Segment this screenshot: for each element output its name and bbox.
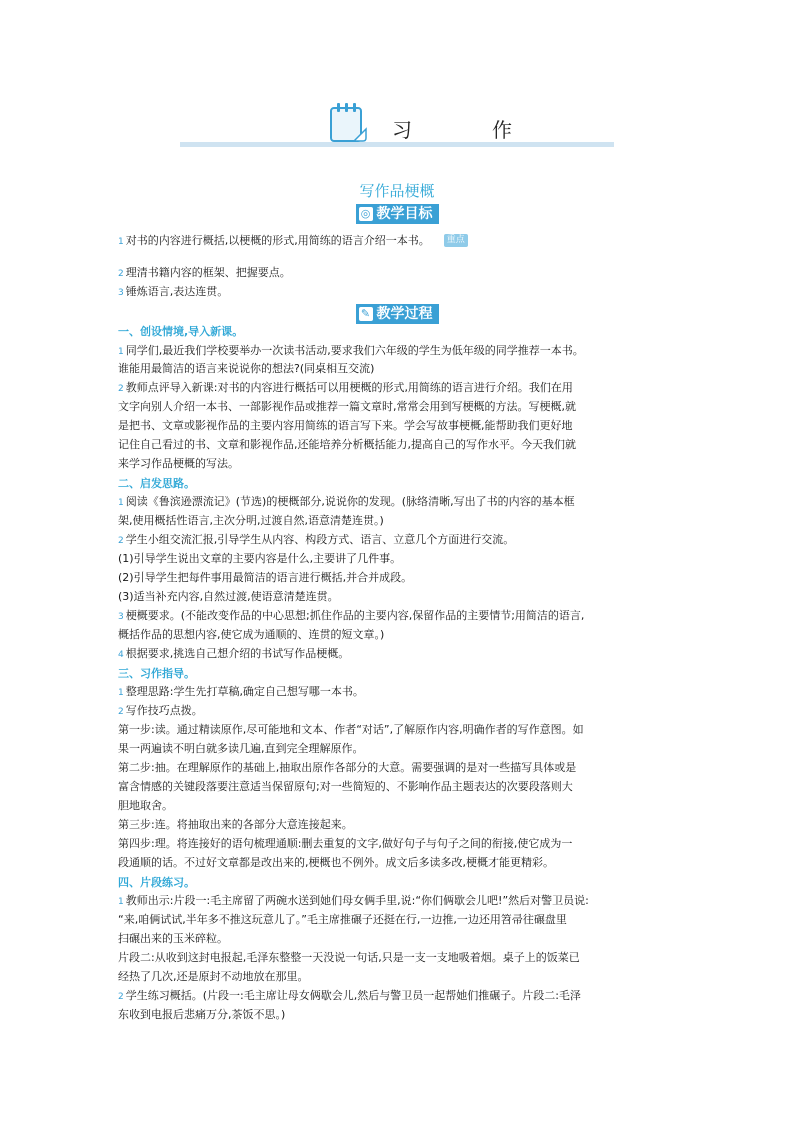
- paragraph-line: 2 写作技巧点拨。: [118, 704, 203, 717]
- paragraph-line: 第四步:理。将连接好的语句梳理通顺:删去重复的文字,做好句子与句子之间的衔接,使它成为一: [118, 837, 573, 850]
- paragraph-line: 来学习作品梗概的写法。: [118, 457, 239, 470]
- paragraph-line: 2 学生小组交流汇报,引导学生从内容、构段方式、语言、立意几个方面进行交流。: [118, 533, 515, 546]
- paragraph-line: 1 阅读《鲁滨逊漂流记》(节选)的梗概部分,说说你的发现。(脉络清晰,写出了书的内容的基本框: [118, 495, 575, 508]
- goal-item: 1 对书的内容进行概括,以梗概的形式,用简练的语言介绍一本书。 重点: [118, 232, 688, 251]
- goal-item: 3 锤炼语言,表达连贯。: [118, 285, 229, 298]
- paragraph-line: 第三步:连。将抽取出来的各部分大意连接起来。: [118, 818, 353, 831]
- section-heading: 二、启发思路。: [118, 477, 195, 490]
- paragraph-line: 3 梗概要求。(不能改变作品的中心思想;抓住作品的主要内容,保留作品的主要情节;用简洁的语言,: [118, 609, 585, 622]
- paragraph-line: 第一步:读。通过精读原作,尽可能地和文本、作者“对话”,了解原作内容,明确作者的写作意图。如: [118, 723, 584, 736]
- paragraph-line: 2 学生练习概括。(片段一:毛主席让母女俩歇会儿,然后与警卫员一起帮她们推碾子。片段二:毛泽: [118, 989, 581, 1002]
- paragraph-line: 是把书、文章或影视作品的主要内容用简练的语言写下来。学会写故事梗概,能帮助我们更好地: [118, 419, 573, 432]
- paragraph-line: 谁能用最简洁的语言来说说你的想法?(同桌相互交流): [118, 362, 375, 375]
- paragraph-line: 经热了几次,还是原封不动地放在那里。: [118, 970, 309, 983]
- lesson-title: 写作品梗概: [359, 182, 435, 200]
- goal-item: 2 理清书籍内容的框架、把握要点。: [118, 266, 291, 279]
- paragraph-line: 1 同学们,最近我们学校要举办一次读书活动,要求我们六年级的学生为低年级的同学推荐一本书。: [118, 344, 584, 357]
- pencil-icon: ✎: [359, 307, 373, 321]
- paragraph-line: 架,使用概括性语言,主次分明,过渡自然,语意清楚连贯。): [118, 514, 384, 527]
- paragraph-line: (3)适当补充内容,自然过渡,使语意清楚连贯。: [118, 590, 339, 603]
- paragraph-line: “来,咱俩试试,半年多不推这玩意儿了。”毛主席推碾子还挺在行,一边推,一边还用笤帚往碾盘里: [118, 913, 567, 926]
- paragraph-line: 4 根据要求,挑选自己想介绍的书试写作品梗概。: [118, 647, 350, 660]
- paragraph-line: 富含情感的关键段落要注意适当保留原句;对一些简短的、不影响作品主题表达的次要段落则大: [118, 780, 573, 793]
- goals-heading: ◎ 教学目标: [0, 202, 794, 224]
- paragraph-line: 东收到电报后悲痛万分,茶饭不思。): [118, 1008, 286, 1021]
- paragraph-line: 1 整理思路:学生先打草稿,确定自己想写哪一本书。: [118, 685, 364, 698]
- paragraph-line: (2)引导学生把每件事用最简洁的语言进行概括,并合并成段。: [118, 571, 413, 584]
- paragraph-line: 文字向别人介绍一本书、一部影视作品或推荐一篇文章时,常常会用到写梗概的方法。写梗概,就: [118, 400, 576, 413]
- section-heading: 一、创设情境,导入新课。: [118, 325, 244, 338]
- calendar-icon: [328, 102, 370, 144]
- paragraph-line: 胆地取舍。: [118, 799, 173, 812]
- page-header: [180, 100, 614, 152]
- paragraph-line: 段通顺的话。不过好文章都是改出来的,梗概也不例外。成文后多读多改,梗概才能更精彩。: [118, 856, 554, 869]
- paragraph-line: (1)引导学生说出文章的主要内容是什么,主要讲了几件事。: [118, 552, 402, 565]
- paragraph-line: 概括作品的思想内容,使它成为通顺的、连贯的短文章。): [118, 628, 385, 641]
- paragraph-line: 2 教师点评导入新课:对书的内容进行概括可以用梗概的形式,用简练的语言进行介绍。我们在用: [118, 381, 573, 394]
- section-heading: 三、习作指导。: [118, 667, 195, 680]
- paragraph-line: 片段二:从收到这封电报起,毛泽东整整一天没说一句话,只是一支一支地吸着烟。桌子上的饭菜已: [118, 951, 580, 964]
- paragraph-line: 1 教师出示:片段一:毛主席留了两碗水送到她们母女俩手里,说:“你们俩歇会儿吧!”然后对警卫员说:: [118, 894, 589, 907]
- target-icon: ◎: [359, 207, 373, 221]
- page-title: 习 作: [392, 118, 542, 142]
- paragraph-line: 果一两遍读不明白就多读几遍,直到完全理解原作。: [118, 742, 364, 755]
- key-point-tag: 重点: [444, 234, 468, 247]
- paragraph-line: 扫碾出来的玉米碎粒。: [118, 932, 228, 945]
- paragraph-line: 记住自己看过的书、文章和影视作品,还能培养分析概括能力,提高自己的写作水平。今天我们就: [118, 438, 576, 451]
- section-heading: 四、片段练习。: [118, 876, 195, 889]
- paragraph-line: 第二步:抽。在理解原作的基础上,抽取出原作各部分的大意。需要强调的是对一些描写具体或是: [118, 761, 577, 774]
- process-heading: ✎ 教学过程: [0, 302, 794, 324]
